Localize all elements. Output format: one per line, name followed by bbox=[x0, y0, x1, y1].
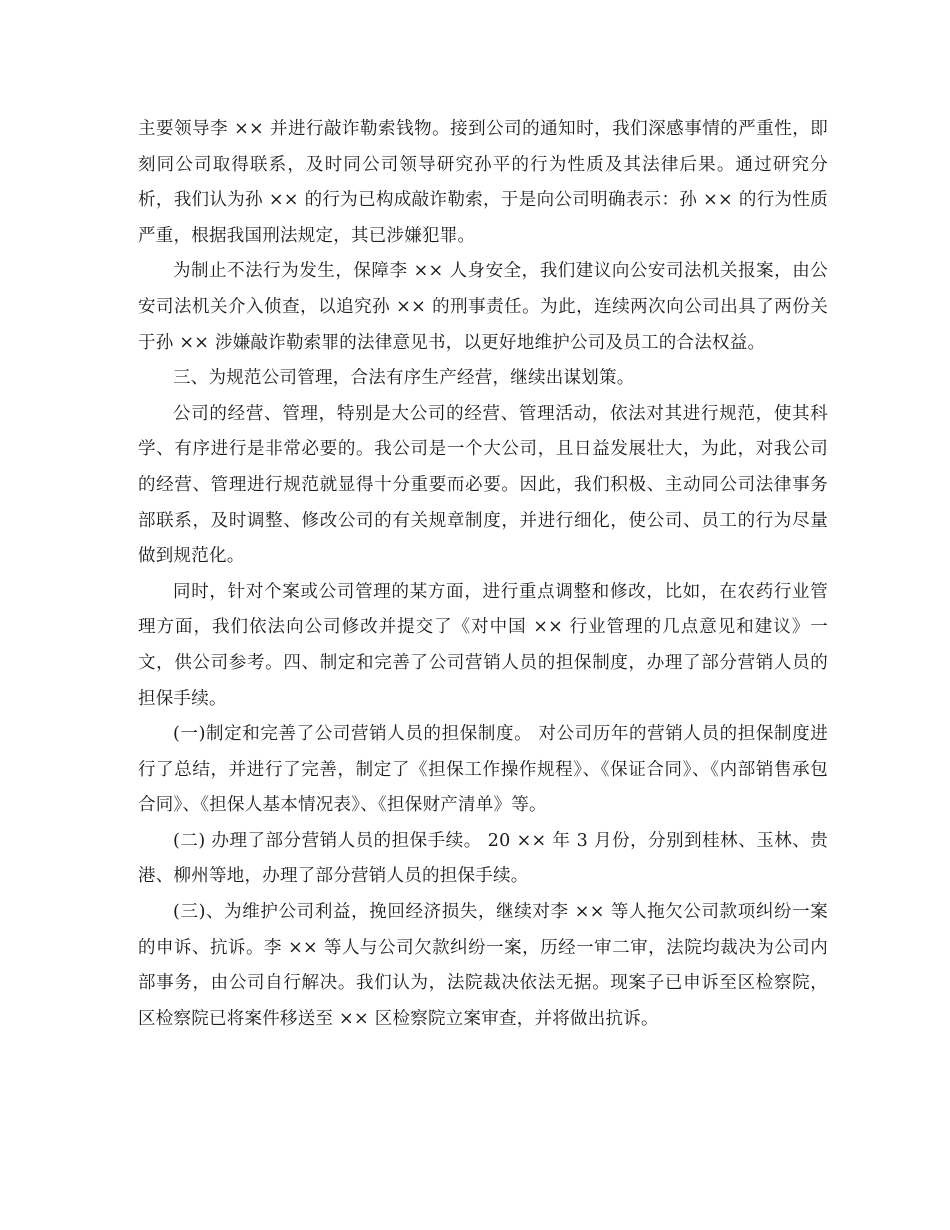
paragraph-1: 主要领导李 ×× 并进行敲诈勒索钱物。接到公司的通知时，我们深感事情的严重性，即刻同公司取得联系，及时同公司领导研究孙平的行为性质及其法律后果。通过研究分析，我们认为孙 ×× 的行为已构成敲诈勒索，于是向公司明确表示：孙 ×× 的行为性质严重，根据我国刑法规定，其已涉嫌犯罪。 bbox=[138, 119, 828, 246]
paragraph-7: (二) 办理了部分营销人员的担保手续。 20 ×× 年 3 月份，分别到桂林、玉林、贵港、柳州等地，办理了部分营销人员的担保手续。 bbox=[138, 830, 828, 887]
paragraph-5: 同时，针对个案或公司管理的某方面，进行重点调整和修改，比如，在农药行业管理方面，我们依法向公司修改并提交了《对中国 ×× 行业管理的几点意见和建议》一文，供公司参考。四、制定和完善了公司营销人员的担保制度，办理了部分营销人员的担保手续。 bbox=[138, 581, 828, 709]
paragraph-8: (三)、为维护公司利益，挽回经济损失，继续对李 ×× 等人拖欠公司款项纠纷一案的申诉、抗诉。李 ×× 等人与公司欠款纠纷一案，历经一审二审，法院均裁决为公司内部事务，由公司自行解决。我们认为，法院裁决依法无据。现案子已申诉至区检察院，区检察院已将案件移送至 ×× 区检察院立案审查，并将做出抗诉。 bbox=[138, 902, 828, 1029]
paragraph-2: 为制止不法行为发生，保障李 ×× 人身安全，我们建议向公安司法机关报案，由公安司法机关介入侦查，以追究孙 ×× 的刑事责任。为此，连续两次向公司出具了两份关于孙 ×× 涉嫌敲诈勒索罪的法律意见书，以更好地维护公司及员工的合法权益。 bbox=[138, 261, 828, 353]
document-body bbox=[138, 112, 828, 1037]
paragraph-6: (一)制定和完善了公司营销人员的担保制度。 对公司历年的营销人员的担保制度进行了总结，并进行了完善，制定了《担保工作操作规程》、《保证合同》、《内部销售承包合同》、《担保人基本情况表》、《担保财产清单》等。 bbox=[138, 724, 828, 816]
paragraph-3-heading: 三、为规范公司管理，合法有序生产经营，继续出谋划策。 bbox=[173, 368, 635, 389]
paragraph-4: 公司的经营、管理，特别是大公司的经营、管理活动，依法对其进行规范，使其科学、有序进行是非常必要的。我公司是一个大公司，且日益发展壮大，为此，对我公司的经营、管理进行规范就显得十分重要而必要。因此，我们积极、主动同公司法律事务部联系，及时调整、修改公司的有关规章制度，并进行细化，使公司、员工的行为尽量做到规范化。 bbox=[138, 403, 828, 567]
